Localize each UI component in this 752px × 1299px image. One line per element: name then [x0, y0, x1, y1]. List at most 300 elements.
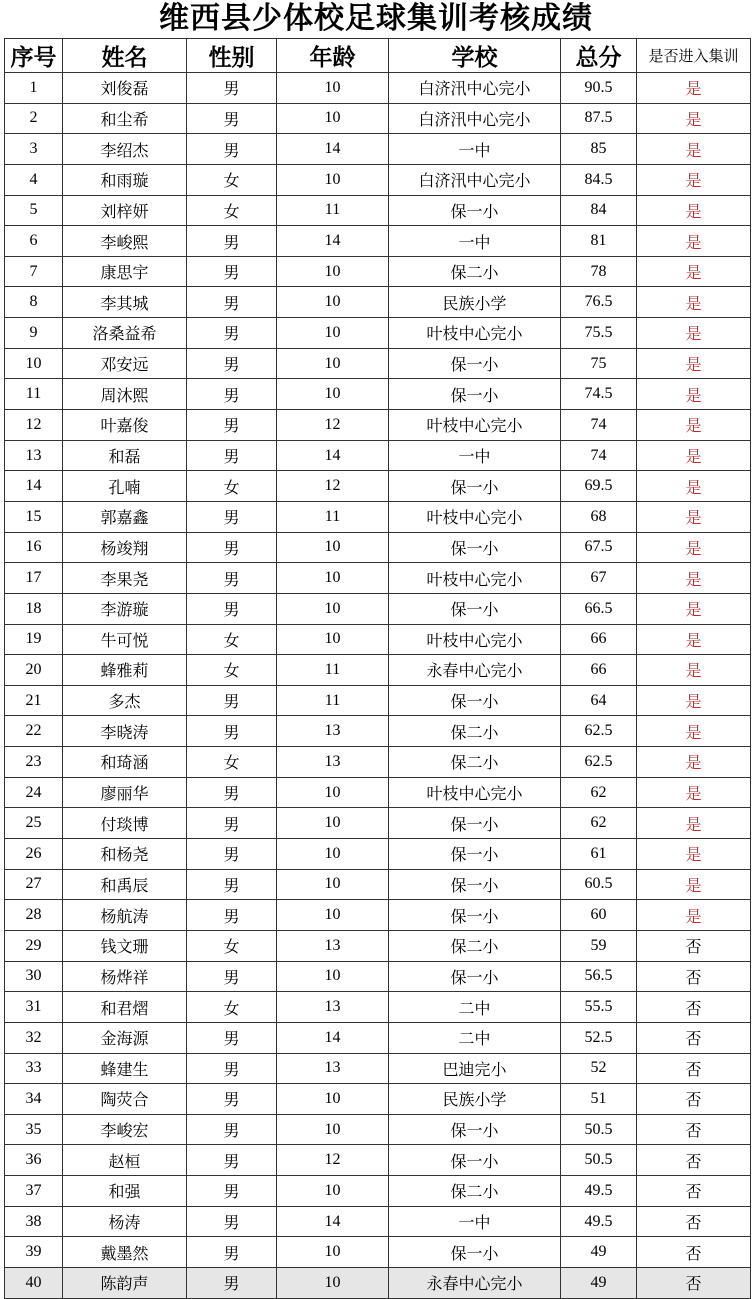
- cell-selected: 是: [637, 195, 751, 226]
- cell-selected: 是: [637, 900, 751, 931]
- cell-school: 白济汛中心完小: [389, 103, 561, 134]
- table-row: [5, 685, 751, 716]
- table-row: [5, 1176, 751, 1207]
- cell-score: 87.5: [561, 103, 637, 134]
- cell-gender: 男: [187, 1053, 277, 1084]
- cell-gender: 男: [187, 808, 277, 839]
- cell-name: 多杰: [63, 685, 187, 716]
- cell-age: 14: [277, 226, 389, 257]
- table-row: [5, 256, 751, 287]
- cell-selected: 是: [637, 134, 751, 165]
- table-row: [5, 318, 751, 349]
- cell-index: 34: [5, 1084, 63, 1115]
- cell-school: 民族小学: [389, 1084, 561, 1115]
- cell-gender: 女: [187, 992, 277, 1023]
- table-row: [5, 930, 751, 961]
- cell-age: 10: [277, 961, 389, 992]
- cell-school: 保一小: [389, 348, 561, 379]
- cell-age: 10: [277, 287, 389, 318]
- cell-gender: 男: [187, 1022, 277, 1053]
- cell-index: 29: [5, 930, 63, 961]
- cell-name: 刘梓妍: [63, 195, 187, 226]
- cell-selected: 是: [637, 869, 751, 900]
- cell-age: 13: [277, 716, 389, 747]
- page-title: 维西县少体校足球集训考核成绩: [159, 1, 593, 36]
- table-row: [5, 471, 751, 502]
- cell-name: 牛可悦: [63, 624, 187, 655]
- cell-age: 13: [277, 930, 389, 961]
- cell-score: 84.5: [561, 164, 637, 195]
- cell-index: 1: [5, 73, 63, 104]
- cell-age: 12: [277, 1145, 389, 1176]
- cell-gender: 男: [187, 348, 277, 379]
- cell-gender: 男: [187, 532, 277, 563]
- cell-selected: 否: [637, 992, 751, 1023]
- cell-age: 10: [277, 624, 389, 655]
- cell-selected: 否: [637, 1114, 751, 1145]
- cell-index: 27: [5, 869, 63, 900]
- cell-school: 一中: [389, 440, 561, 471]
- cell-age: 10: [277, 563, 389, 594]
- cell-selected: 否: [637, 1176, 751, 1207]
- table-row: [5, 900, 751, 931]
- cell-name: 和强: [63, 1176, 187, 1207]
- cell-score: 61: [561, 839, 637, 870]
- table-row: [5, 777, 751, 808]
- cell-gender: 男: [187, 287, 277, 318]
- table-row: [5, 410, 751, 441]
- cell-name: 李其城: [63, 287, 187, 318]
- cell-gender: 男: [187, 1084, 277, 1115]
- cell-age: 10: [277, 900, 389, 931]
- table-row: [5, 1053, 751, 1084]
- cell-gender: 男: [187, 839, 277, 870]
- cell-age: 10: [277, 73, 389, 104]
- cell-index: 15: [5, 501, 63, 532]
- cell-school: 保一小: [389, 839, 561, 870]
- cell-school: 二中: [389, 1022, 561, 1053]
- cell-index: 8: [5, 287, 63, 318]
- cell-school: 永春中心完小: [389, 1267, 561, 1298]
- header-score: 总分: [561, 39, 637, 73]
- cell-index: 24: [5, 777, 63, 808]
- cell-age: 10: [277, 777, 389, 808]
- cell-score: 67.5: [561, 532, 637, 563]
- cell-score: 62.5: [561, 716, 637, 747]
- cell-school: 巴迪完小: [389, 1053, 561, 1084]
- cell-index: 10: [5, 348, 63, 379]
- cell-score: 81: [561, 226, 637, 257]
- cell-gender: 男: [187, 685, 277, 716]
- cell-index: 35: [5, 1114, 63, 1145]
- cell-selected: 否: [637, 1053, 751, 1084]
- cell-school: 叶枝中心完小: [389, 501, 561, 532]
- cell-selected: 否: [637, 1237, 751, 1268]
- cell-selected: 否: [637, 1145, 751, 1176]
- table-row: [5, 287, 751, 318]
- cell-selected: 是: [637, 164, 751, 195]
- cell-gender: 男: [187, 1114, 277, 1145]
- cell-index: 7: [5, 256, 63, 287]
- table-row: [5, 655, 751, 686]
- cell-selected: 是: [637, 410, 751, 441]
- cell-score: 66: [561, 624, 637, 655]
- score-table: [4, 38, 751, 1299]
- table-row: [5, 716, 751, 747]
- cell-school: 叶枝中心完小: [389, 624, 561, 655]
- cell-school: 保二小: [389, 1176, 561, 1207]
- cell-school: 永春中心完小: [389, 655, 561, 686]
- table-row: [5, 1114, 751, 1145]
- cell-age: 10: [277, 164, 389, 195]
- cell-age: 10: [277, 532, 389, 563]
- cell-gender: 女: [187, 195, 277, 226]
- cell-name: 康思宇: [63, 256, 187, 287]
- cell-gender: 男: [187, 777, 277, 808]
- cell-index: 18: [5, 593, 63, 624]
- cell-gender: 男: [187, 226, 277, 257]
- cell-name: 陶荧合: [63, 1084, 187, 1115]
- cell-index: 9: [5, 318, 63, 349]
- cell-score: 66.5: [561, 593, 637, 624]
- cell-age: 11: [277, 501, 389, 532]
- cell-index: 31: [5, 992, 63, 1023]
- cell-name: 邓安远: [63, 348, 187, 379]
- cell-school: 保一小: [389, 471, 561, 502]
- table-row: [5, 961, 751, 992]
- cell-school: 叶枝中心完小: [389, 410, 561, 441]
- header-school: 学校: [389, 39, 561, 73]
- cell-gender: 女: [187, 930, 277, 961]
- header-row: [5, 39, 751, 73]
- cell-gender: 男: [187, 379, 277, 410]
- cell-school: 民族小学: [389, 287, 561, 318]
- cell-age: 10: [277, 379, 389, 410]
- cell-score: 59: [561, 930, 637, 961]
- cell-score: 78: [561, 256, 637, 287]
- cell-selected: 是: [637, 716, 751, 747]
- table-row: [5, 226, 751, 257]
- cell-index: 37: [5, 1176, 63, 1207]
- cell-index: 28: [5, 900, 63, 931]
- table-row: [5, 1206, 751, 1237]
- cell-score: 64: [561, 685, 637, 716]
- cell-age: 10: [277, 1237, 389, 1268]
- cell-age: 11: [277, 655, 389, 686]
- cell-name: 和尘希: [63, 103, 187, 134]
- cell-index: 16: [5, 532, 63, 563]
- cell-selected: 否: [637, 1022, 751, 1053]
- cell-selected: 是: [637, 103, 751, 134]
- cell-school: 保一小: [389, 379, 561, 410]
- cell-index: 38: [5, 1206, 63, 1237]
- cell-index: 33: [5, 1053, 63, 1084]
- table-row: [5, 839, 751, 870]
- cell-score: 62: [561, 808, 637, 839]
- cell-name: 孔喃: [63, 471, 187, 502]
- cell-age: 13: [277, 747, 389, 778]
- cell-gender: 男: [187, 318, 277, 349]
- cell-name: 钱文珊: [63, 930, 187, 961]
- cell-index: 20: [5, 655, 63, 686]
- cell-index: 32: [5, 1022, 63, 1053]
- cell-selected: 是: [637, 747, 751, 778]
- cell-selected: 否: [637, 1206, 751, 1237]
- cell-school: 保一小: [389, 1237, 561, 1268]
- cell-age: 11: [277, 685, 389, 716]
- cell-selected: 是: [637, 563, 751, 594]
- cell-name: 杨涛: [63, 1206, 187, 1237]
- cell-school: 一中: [389, 226, 561, 257]
- cell-name: 杨竣翔: [63, 532, 187, 563]
- cell-school: 保一小: [389, 808, 561, 839]
- cell-school: 保一小: [389, 1145, 561, 1176]
- table-row: [5, 1145, 751, 1176]
- cell-school: 叶枝中心完小: [389, 563, 561, 594]
- cell-school: 保一小: [389, 685, 561, 716]
- cell-name: 和雨璇: [63, 164, 187, 195]
- cell-school: 一中: [389, 1206, 561, 1237]
- cell-index: 21: [5, 685, 63, 716]
- cell-index: 22: [5, 716, 63, 747]
- cell-score: 49.5: [561, 1206, 637, 1237]
- cell-score: 60.5: [561, 869, 637, 900]
- cell-index: 14: [5, 471, 63, 502]
- cell-selected: 是: [637, 256, 751, 287]
- table-row: [5, 1084, 751, 1115]
- header-selected: 是否进入集训: [637, 39, 751, 73]
- cell-index: 13: [5, 440, 63, 471]
- cell-name: 陈韵声: [63, 1267, 187, 1298]
- cell-score: 49: [561, 1267, 637, 1298]
- cell-score: 75: [561, 348, 637, 379]
- cell-school: 叶枝中心完小: [389, 318, 561, 349]
- cell-index: 26: [5, 839, 63, 870]
- cell-selected: 是: [637, 532, 751, 563]
- cell-index: 25: [5, 808, 63, 839]
- cell-selected: 否: [637, 1084, 751, 1115]
- cell-selected: 是: [637, 624, 751, 655]
- cell-school: 叶枝中心完小: [389, 777, 561, 808]
- cell-index: 39: [5, 1237, 63, 1268]
- cell-gender: 女: [187, 655, 277, 686]
- cell-score: 62.5: [561, 747, 637, 778]
- cell-score: 74.5: [561, 379, 637, 410]
- cell-name: 付琰博: [63, 808, 187, 839]
- cell-school: 白济汛中心完小: [389, 164, 561, 195]
- cell-gender: 男: [187, 1267, 277, 1298]
- cell-name: 李峻熙: [63, 226, 187, 257]
- cell-score: 49: [561, 1237, 637, 1268]
- cell-selected: 是: [637, 73, 751, 104]
- cell-name: 金海源: [63, 1022, 187, 1053]
- table-row: [5, 869, 751, 900]
- cell-name: 李峻宏: [63, 1114, 187, 1145]
- table-row: [5, 103, 751, 134]
- cell-score: 51: [561, 1084, 637, 1115]
- cell-name: 李游璇: [63, 593, 187, 624]
- cell-selected: 否: [637, 930, 751, 961]
- cell-index: 17: [5, 563, 63, 594]
- cell-score: 50.5: [561, 1114, 637, 1145]
- cell-gender: 女: [187, 164, 277, 195]
- table-row: [5, 1267, 751, 1298]
- cell-selected: 否: [637, 961, 751, 992]
- cell-age: 12: [277, 471, 389, 502]
- cell-age: 14: [277, 134, 389, 165]
- cell-index: 6: [5, 226, 63, 257]
- cell-score: 52: [561, 1053, 637, 1084]
- cell-name: 赵桓: [63, 1145, 187, 1176]
- cell-selected: 是: [637, 226, 751, 257]
- cell-selected: 是: [637, 655, 751, 686]
- cell-age: 10: [277, 318, 389, 349]
- cell-school: 二中: [389, 992, 561, 1023]
- table-row: [5, 1022, 751, 1053]
- cell-score: 66: [561, 655, 637, 686]
- cell-gender: 男: [187, 440, 277, 471]
- table-row: [5, 195, 751, 226]
- cell-school: 保一小: [389, 961, 561, 992]
- table-row: [5, 440, 751, 471]
- table-row: [5, 134, 751, 165]
- cell-age: 10: [277, 1176, 389, 1207]
- cell-name: 和磊: [63, 440, 187, 471]
- cell-name: 杨烨祥: [63, 961, 187, 992]
- cell-school: 保一小: [389, 869, 561, 900]
- cell-name: 李果尧: [63, 563, 187, 594]
- cell-age: 10: [277, 1114, 389, 1145]
- cell-score: 52.5: [561, 1022, 637, 1053]
- cell-age: 14: [277, 1206, 389, 1237]
- cell-gender: 女: [187, 624, 277, 655]
- cell-selected: 是: [637, 287, 751, 318]
- table-row: [5, 593, 751, 624]
- cell-gender: 男: [187, 961, 277, 992]
- cell-age: 10: [277, 1084, 389, 1115]
- cell-name: 蜂雅莉: [63, 655, 187, 686]
- cell-selected: 是: [637, 839, 751, 870]
- cell-selected: 是: [637, 501, 751, 532]
- table-row: [5, 379, 751, 410]
- table-row: [5, 501, 751, 532]
- cell-school: 保一小: [389, 532, 561, 563]
- cell-index: 36: [5, 1145, 63, 1176]
- table-row: [5, 1237, 751, 1268]
- cell-gender: 女: [187, 747, 277, 778]
- cell-name: 郭嘉鑫: [63, 501, 187, 532]
- cell-name: 周沐熙: [63, 379, 187, 410]
- cell-selected: 否: [637, 1267, 751, 1298]
- cell-age: 10: [277, 869, 389, 900]
- cell-age: 10: [277, 839, 389, 870]
- cell-name: 李绍杰: [63, 134, 187, 165]
- cell-index: 2: [5, 103, 63, 134]
- cell-score: 55.5: [561, 992, 637, 1023]
- cell-age: 10: [277, 256, 389, 287]
- table-row: [5, 73, 751, 104]
- cell-name: 李晓涛: [63, 716, 187, 747]
- cell-age: 14: [277, 440, 389, 471]
- cell-school: 保一小: [389, 900, 561, 931]
- cell-gender: 女: [187, 471, 277, 502]
- cell-school: 保二小: [389, 716, 561, 747]
- cell-name: 廖丽华: [63, 777, 187, 808]
- cell-score: 67: [561, 563, 637, 594]
- cell-age: 14: [277, 1022, 389, 1053]
- cell-age: 13: [277, 992, 389, 1023]
- cell-school: 白济汛中心完小: [389, 73, 561, 104]
- cell-name: 和琦涵: [63, 747, 187, 778]
- cell-selected: 是: [637, 593, 751, 624]
- cell-selected: 是: [637, 471, 751, 502]
- cell-gender: 男: [187, 410, 277, 441]
- cell-age: 10: [277, 1267, 389, 1298]
- cell-school: 一中: [389, 134, 561, 165]
- cell-score: 50.5: [561, 1145, 637, 1176]
- header-index: 序号: [5, 39, 63, 73]
- cell-name: 戴墨然: [63, 1237, 187, 1268]
- header-name: 姓名: [63, 39, 187, 73]
- cell-score: 60: [561, 900, 637, 931]
- cell-selected: 是: [637, 318, 751, 349]
- cell-selected: 是: [637, 777, 751, 808]
- cell-age: 12: [277, 410, 389, 441]
- cell-age: 10: [277, 348, 389, 379]
- cell-index: 19: [5, 624, 63, 655]
- cell-score: 68: [561, 501, 637, 532]
- cell-index: 3: [5, 134, 63, 165]
- cell-name: 刘俊磊: [63, 73, 187, 104]
- cell-score: 85: [561, 134, 637, 165]
- cell-school: 保二小: [389, 930, 561, 961]
- table-row: [5, 624, 751, 655]
- cell-name: 洛桑益希: [63, 318, 187, 349]
- cell-gender: 男: [187, 563, 277, 594]
- cell-age: 10: [277, 808, 389, 839]
- cell-selected: 是: [637, 808, 751, 839]
- table-row: [5, 992, 751, 1023]
- cell-score: 62: [561, 777, 637, 808]
- cell-gender: 男: [187, 869, 277, 900]
- cell-index: 12: [5, 410, 63, 441]
- cell-age: 10: [277, 593, 389, 624]
- cell-gender: 男: [187, 593, 277, 624]
- cell-gender: 男: [187, 103, 277, 134]
- cell-score: 75.5: [561, 318, 637, 349]
- cell-name: 和杨尧: [63, 839, 187, 870]
- cell-selected: 是: [637, 379, 751, 410]
- cell-score: 69.5: [561, 471, 637, 502]
- cell-age: 11: [277, 195, 389, 226]
- table-row: [5, 747, 751, 778]
- cell-school: 保一小: [389, 593, 561, 624]
- table-row: [5, 164, 751, 195]
- table-row: [5, 563, 751, 594]
- cell-index: 4: [5, 164, 63, 195]
- cell-gender: 男: [187, 501, 277, 532]
- table-row: [5, 808, 751, 839]
- cell-name: 杨航涛: [63, 900, 187, 931]
- cell-school: 保二小: [389, 747, 561, 778]
- cell-school: 保二小: [389, 256, 561, 287]
- cell-score: 74: [561, 410, 637, 441]
- cell-index: 23: [5, 747, 63, 778]
- table-row: [5, 348, 751, 379]
- table-row: [5, 532, 751, 563]
- cell-index: 11: [5, 379, 63, 410]
- cell-school: 保一小: [389, 1114, 561, 1145]
